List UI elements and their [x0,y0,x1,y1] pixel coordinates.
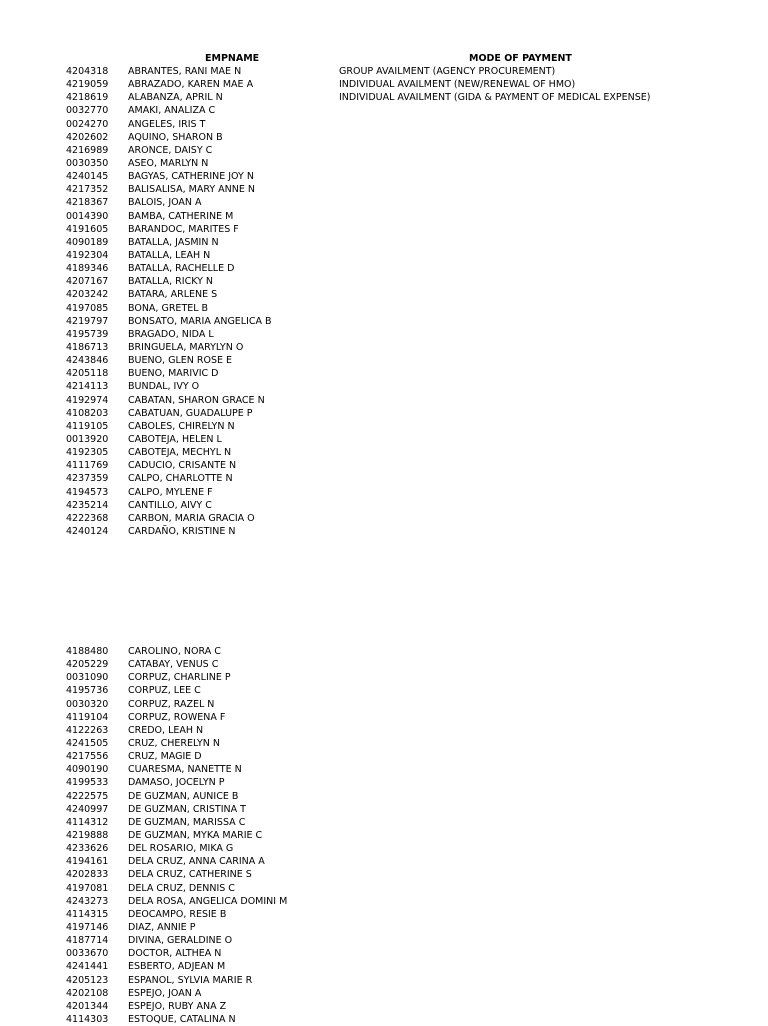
employee-name: BONA, GRETEL B [128,302,209,314]
table-row [0,987,768,1000]
employee-list-section-1 [0,65,768,538]
employee-name: ESBERTO, ADJEAN M [128,961,226,973]
table-row [0,882,768,895]
employee-id: 4194573 [66,486,109,498]
employee-name: ESPANOL, SYLVIA MARIE R [128,974,253,986]
table-row [0,737,768,750]
employee-id: 4119104 [66,711,109,723]
employee-name: BAGYAS, CATHERINE JOY N [128,171,254,183]
table-row [0,354,768,367]
employee-id: 4188480 [66,646,109,657]
table-row [0,974,768,987]
table-row [0,947,768,960]
employee-name: ARONCE, DAISY C [128,144,213,156]
employee-name: ESPEJO, JOAN A [128,987,202,999]
employee-id: 4222368 [66,512,109,524]
payment-mode: GROUP AVAILMENT (AGENCY PROCUREMENT) [339,66,556,77]
employee-name: CABOTEJA, MECHYL N [128,447,232,459]
table-row [0,1013,768,1026]
employee-name: BALISALISA, MARY ANNE N [128,184,256,196]
employee-id: 4240124 [66,525,109,537]
table-row [0,512,768,525]
employee-id: 4202108 [66,987,109,999]
employee-id: 0031090 [66,672,109,684]
employee-name: CARDAÑO, KRISTINE N [128,525,236,537]
table-row [0,315,768,328]
table-row [0,210,768,223]
employee-id: 4195736 [66,685,109,697]
employee-name: DIVINA, GERALDINE O [128,935,233,947]
employee-id: 4090189 [66,236,109,248]
employee-id: 4203242 [66,289,109,301]
employee-name: BAMBA, CATHERINE M [128,210,234,222]
employee-id: 4222575 [66,790,109,802]
employee-id: 4217556 [66,751,109,763]
employee-id: 4204318 [66,66,109,77]
table-row [0,302,768,315]
table-row [0,446,768,459]
table-row [0,803,768,816]
employee-name: CRUZ, CHERELYN N [128,737,221,749]
employee-id: 4235214 [66,499,109,511]
empname-header: EMPNAME [205,53,260,64]
table-row [0,131,768,144]
employee-name: BRAGADO, NIDA L [128,328,214,340]
employee-name: DE GUZMAN, MARISSA C [128,816,246,828]
employee-name: ESTOQUE, CATALINA N [128,1013,236,1025]
employee-name: BUENO, GLEN ROSE E [128,355,233,367]
employee-id: 4114303 [66,1013,109,1025]
payment-mode: INDIVIDUAL AVAILMENT (NEW/RENEWAL OF HMO) [339,79,576,91]
employee-name: DOCTOR, ALTHEA N [128,948,222,960]
employee-id: 4090190 [66,764,109,776]
employee-name: BRINGUELA, MARYLYN O [128,341,244,353]
employee-id: 4197085 [66,302,109,314]
employee-id: 4187714 [66,935,109,947]
table-row [0,157,768,170]
table-row [0,724,768,737]
table-row [0,104,768,117]
table-row [0,275,768,288]
employee-id: 4219888 [66,829,109,841]
table-row [0,658,768,671]
employee-name: DELA CRUZ, ANNA CARINA A [128,856,265,868]
employee-id: 4197081 [66,882,109,894]
table-row [0,934,768,947]
employee-id: 4114312 [66,816,109,828]
table-row [0,908,768,921]
table-row [0,1000,768,1013]
employee-name: CORPUZ, RAZEL N [128,698,215,710]
employee-id: 0032770 [66,105,109,117]
employee-id: 4191605 [66,223,109,235]
employee-id: 4216989 [66,144,109,156]
employee-id: 4201344 [66,1000,109,1012]
table-row [0,499,768,512]
employee-name: CABOTEJA, HELEN L [128,433,222,445]
table-row [0,472,768,485]
employee-id: 4214113 [66,381,109,393]
employee-name: CADUCIO, CRISANTE N [128,460,237,472]
employee-id: 4241441 [66,961,109,973]
table-row [0,380,768,393]
table-row [0,144,768,157]
employee-id: 4241505 [66,737,109,749]
employee-id: 4114315 [66,908,109,920]
employee-name: DEL ROSARIO, MIKA G [128,843,234,855]
employee-name: BATALLA, LEAH N [128,249,211,261]
employee-name: CORPUZ, CHARLINE P [128,672,231,684]
table-row [0,698,768,711]
employee-id: 4219059 [66,79,109,91]
employee-id: 4195739 [66,328,109,340]
employee-name: BUENO, MARIVIC D [128,368,219,380]
table-row [0,196,768,209]
employee-name: ABRAZADO, KAREN MAE A [128,79,254,91]
employee-id: 4243273 [66,895,109,907]
table-row [0,842,768,855]
table-row [0,78,768,91]
employee-id: 0014390 [66,210,109,222]
employee-id: 4119105 [66,420,109,432]
employee-name: ABRANTES, RANI MAE N [128,66,242,77]
employee-name: AMAKI, ANALIZA C [128,105,216,117]
employee-name: DEOCAMPO, RESIE B [128,908,227,920]
employee-id: 4197146 [66,921,109,933]
employee-name: CABATUAN, GUADALUPE P [128,407,253,419]
table-row [0,763,768,776]
employee-name: BATARA, ARLENE S [128,289,218,301]
employee-id: 0013920 [66,433,109,445]
table-row [0,262,768,275]
table-row [0,816,768,829]
employee-id: 4219797 [66,315,109,327]
employee-name: DE GUZMAN, MYKA MARIE C [128,829,263,841]
employee-name: CARBON, MARIA GRACIA O [128,512,255,524]
table-row [0,407,768,420]
employee-id: 4186713 [66,341,109,353]
employee-name: AQUINO, SHARON B [128,131,223,143]
table-row [0,684,768,697]
table-row [0,65,768,78]
employee-name: DELA ROSA, ANGELICA DOMINI M [128,895,288,907]
employee-id: 4243846 [66,355,109,367]
employee-id: 4122263 [66,724,109,736]
table-row [0,750,768,763]
payment-mode: INDIVIDUAL AVAILMENT (GIDA & PAYMENT OF MEDICAL EXPENSE) [339,92,651,104]
employee-id: 4207167 [66,276,109,288]
employee-name: ALABANZA, APRIL N [128,92,223,104]
employee-id: 4240997 [66,803,109,815]
employee-id: 4192974 [66,394,109,406]
employee-name: CABOLES, CHIRELYN N [128,420,235,432]
employee-name: BATALLA, RACHELLE D [128,263,235,275]
table-row [0,525,768,538]
employee-name: BONSATO, MARIA ANGELICA B [128,315,272,327]
employee-id: 4194161 [66,856,109,868]
employee-id: 0033670 [66,948,109,960]
employee-name: DE GUZMAN, AUNICE B [128,790,239,802]
employee-name: CAROLINO, NORA C [128,646,221,657]
table-row [0,223,768,236]
employee-name: CALPO, MYLENE F [128,486,213,498]
employee-id: 4218619 [66,92,109,104]
employee-id: 4192305 [66,447,109,459]
table-row [0,486,768,499]
employee-name: CATABAY, VENUS C [128,659,219,671]
mode-of-payment-header: MODE OF PAYMENT [469,53,572,64]
employee-id: 4108203 [66,407,109,419]
employee-id: 4205123 [66,974,109,986]
table-row [0,394,768,407]
table-row [0,341,768,354]
employee-id: 4218367 [66,197,109,209]
table-row [0,671,768,684]
employee-name: DELA CRUZ, CATHERINE S [128,869,252,881]
table-row [0,288,768,301]
table-row [0,118,768,131]
table-row [0,776,768,789]
employee-id: 4202602 [66,131,109,143]
employee-id: 4205229 [66,659,109,671]
employee-name: CUARESMA, NANETTE N [128,764,242,776]
employee-name: DIAZ, ANNIE P [128,921,196,933]
employee-name: CORPUZ, LEE C [128,685,201,697]
table-row [0,711,768,724]
employee-id: 0024270 [66,118,109,130]
employee-name: BATALLA, JASMIN N [128,236,219,248]
table-row [0,645,768,658]
employee-id: 0030320 [66,698,109,710]
employee-id: 4199533 [66,777,109,789]
employee-name: DELA CRUZ, DENNIS C [128,882,235,894]
table-row [0,367,768,380]
employee-name: DE GUZMAN, CRISTINA T [128,803,246,815]
table-row [0,328,768,341]
employee-name: CORPUZ, ROWENA F [128,711,226,723]
table-row [0,895,768,908]
table-row [0,183,768,196]
employee-id: 0030350 [66,157,109,169]
table-row [0,960,768,973]
employee-id: 4189346 [66,263,109,275]
employee-list-section-2 [0,645,768,1026]
employee-id: 4217352 [66,184,109,196]
employee-id: 4202833 [66,869,109,881]
table-row [0,855,768,868]
table-row [0,921,768,934]
employee-name: CANTILLO, AIVY C [128,499,212,511]
employee-id: 4205118 [66,368,109,380]
employee-name: CABATAN, SHARON GRACE N [128,394,265,406]
employee-id: 4111769 [66,460,109,472]
employee-id: 4240145 [66,171,109,183]
employee-name: BUNDAL, IVY O [128,381,200,393]
employee-name: BATALLA, RICKY N [128,276,214,288]
employee-name: CALPO, CHARLOTTE N [128,473,233,485]
table-row [0,433,768,446]
table-row [0,170,768,183]
employee-name: ANGELES, IRIS T [128,118,206,130]
employee-id: 4192304 [66,249,109,261]
table-row [0,459,768,472]
table-row [0,868,768,881]
employee-name: BALOIS, JOAN A [128,197,202,209]
table-row [0,249,768,262]
employee-name: DAMASO, JOCELYN P [128,777,225,789]
employee-name: BARANDOC, MARITES F [128,223,239,235]
employee-name: ESPEJO, RUBY ANA Z [128,1000,227,1012]
employee-id: 4237359 [66,473,109,485]
table-row [0,829,768,842]
employee-name: ASEO, MARLYN N [128,157,209,169]
employee-name: CREDO, LEAH N [128,724,204,736]
table-row [0,91,768,104]
table-row [0,420,768,433]
table-row [0,790,768,803]
table-row [0,236,768,249]
employee-id: 4233626 [66,843,109,855]
employee-name: CRUZ, MAGIE D [128,751,202,763]
